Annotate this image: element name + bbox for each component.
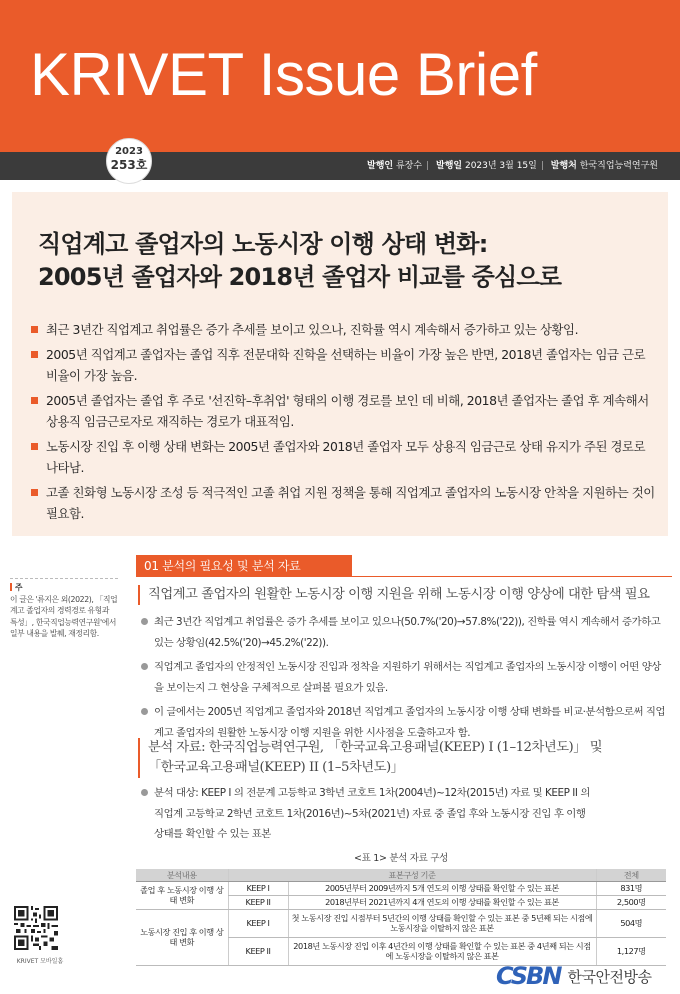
subheading-needs: 직업계고 졸업자의 원활한 노동시장 이행 지원을 위해 노동시장 이행 양상에 대한 탐색 필요: [138, 585, 672, 605]
brand-title: KRIVET Issue Brief: [30, 41, 537, 108]
points-list-2: [140, 783, 590, 849]
issue-number: 253호: [110, 158, 148, 172]
divider: [136, 576, 672, 577]
org-value: 한국직업능력연구원: [579, 161, 658, 171]
title-line-1: 직업계고 졸업자의 노동시장 이행 상태 변화:: [38, 230, 488, 258]
page-title: [38, 228, 658, 294]
qr-code-icon[interactable]: [14, 906, 58, 950]
table-cell: 2,500명: [596, 895, 666, 909]
summary-bullet: 노동시장 진입 후 이행 상태 변화는 2005년 졸업자와 2018년 졸업자 모두 상용직 임금근로 상태 유지가 주된 경로로 나타남.: [28, 436, 656, 479]
table-cell: 504명: [596, 909, 666, 937]
watermark-logo: CSBN: [496, 962, 561, 990]
summary-bullet: 고졸 친화형 노동시장 조성 등 적극적인 고졸 취업 지원 정책을 통해 직업계고 졸업자의 노동시장 안착을 지원하는 것이 필요함.: [28, 482, 656, 525]
table-cell: 2018년 노동시장 진입 이후 4년간의 이행 상태를 확인할 수 있는 표본 중 4년째 되는 시점에 노동시장을 이탈하지 않은 표본: [288, 937, 596, 965]
table-cell: 1,127명: [596, 937, 666, 965]
publisher-value: 류장수: [395, 161, 423, 171]
table-row: [136, 909, 666, 937]
publication-info-bar: 발행인 류장수 | 발행일 2023년 3월 15일 | 발행처 한국직업능력연구원: [0, 152, 680, 180]
table-cell: 2018년부터 2021년까지 4개 연도의 이행 상태를 확인할 수 있는 표본: [288, 895, 596, 909]
table-row: [136, 881, 666, 895]
section-heading: 01 분석의 필요성 및 분석 자료: [136, 555, 352, 577]
table-cell: KEEP I: [228, 909, 288, 937]
table-cell: KEEP II: [228, 895, 288, 909]
header-banner: [0, 0, 680, 152]
column-header: 표본구성 기준: [228, 869, 596, 881]
summary-bullet: 2005년 졸업자는 졸업 후 주로 '선진학–후취업' 형태의 이행 경로를 보인 데 비해, 2018년 졸업자는 졸업 후 계속해서 상용직 임금근로자로 재직하는 경로가 대표적임.: [28, 390, 656, 433]
summary-bullets: [28, 319, 656, 528]
table-group-label: 노동시장 진입 후 이행 상태 변화: [136, 909, 228, 965]
table-cell: KEEP I: [228, 881, 288, 895]
list-item: 분석 대상: KEEP I 의 전문계 고등학교 3학년 코호트 1차(2004년)~12차(2015년) 자료 및 KEEP II 의 직업계 고등학교 2학년 코호트 1차(2016년)~5차(2021년) 자료 중 졸업 후와 노동시장 진입 후 이행 상태를 확인할 수 있는 표본: [140, 783, 590, 845]
date-label: 발행일: [436, 161, 463, 171]
subheading-data: 분석 자료: 한국직업능력연구원, 「한국교육고용패널(KEEP) I (1–12차년도)」 및 「한국교육고용패널(KEEP) II (1–5차년도)」: [138, 738, 608, 778]
summary-bullet: 2005년 직업계고 졸업자는 졸업 직후 전문대학 진학을 선택하는 비율이 가장 높은 반면, 2018년 졸업자는 임금 근로 비율이 가장 높음.: [28, 344, 656, 387]
note-heading: 주: [10, 582, 118, 593]
table-cell: KEEP II: [228, 937, 288, 965]
table-cell: 2005년부터 2009년까지 5개 연도의 이행 상태를 확인할 수 있는 표본: [288, 881, 596, 895]
column-header: 전체: [596, 869, 666, 881]
watermark-text: 한국안전방송: [567, 967, 652, 986]
date-value: 2023년 3월 15일: [464, 161, 537, 171]
column-header: 분석내용: [136, 869, 228, 881]
divider: [10, 578, 118, 579]
table-group-label: 졸업 후 노동시장 이행 상태 변화: [136, 881, 228, 909]
table-caption: <표 1> 분석 자료 구성: [353, 853, 449, 864]
issue-badge: [106, 138, 152, 184]
summary-bullet: 최근 3년간 직업계고 취업률은 증가 추세를 보이고 있으나, 진학률 역시 계속해서 증가하고 있는 상황임.: [28, 319, 656, 341]
table-cell: 첫 노동시장 진입 시점부터 5년간의 이행 상태를 확인할 수 있는 표본 중 5년째 되는 시점에 노동시장을 이탈하지 않은 표본: [288, 909, 596, 937]
watermark: [496, 962, 651, 992]
list-item: 직업계고 졸업자의 안정적인 노동시장 진입과 정착을 지원하기 위해서는 직업계고 졸업자의 노동시장 이행이 어떤 양상을 보이는지 그 현상을 구체적으로 살펴볼 필요가 있음.: [140, 657, 670, 698]
data-table: [136, 869, 666, 966]
title-line-2: 2005년 졸업자와 2018년 졸업자 비교를 중심으로: [38, 263, 562, 291]
note-text: 이 글은 '류지은 외(2022), 「직업계고 졸업자의 경력경로 유형과 특성」, 한국직업능력연구원'에서 일부 내용을 발췌, 재정리함.: [10, 595, 118, 638]
issue-year: 2023: [115, 146, 143, 157]
qr-label: KRIVET 모바일홈: [16, 958, 64, 965]
list-item: 이 글에서는 2005년 직업계고 졸업자와 2018년 직업계고 졸업자의 노동시장 이행 상태 변화를 비교·분석함으로써 직업계고 졸업자의 원활한 노동시장 이행 지원을 위한 시사점을 도출하고자 함.: [140, 702, 670, 743]
points-list-1: [140, 612, 670, 747]
sidebar-note: [10, 578, 118, 639]
org-label: 발행처: [550, 161, 577, 171]
list-item: 최근 3년간 직업계고 취업률은 증가 추세를 보이고 있으나(50.7%('20)→57.8%('22)), 진학률 역시 계속해서 증가하고 있는 상황임(42.5%('20)→45.2%('22)).: [140, 612, 670, 653]
table-cell: 831명: [596, 881, 666, 895]
publisher-label: 발행인: [367, 161, 394, 171]
